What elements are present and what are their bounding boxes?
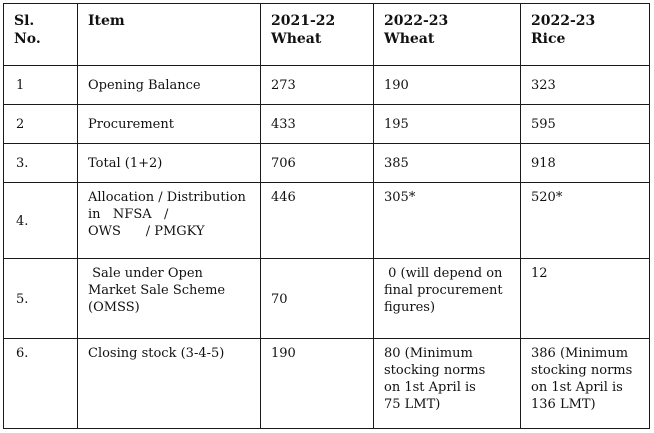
cell-2022-23-wheat: 305* [374, 183, 521, 259]
cell-sl: 1 [4, 66, 78, 105]
header-item: Item [78, 4, 261, 66]
cell-item: Closing stock (3-4-5) [78, 339, 261, 429]
cell-item: Sale under Open Market Sale Scheme (OMSS) [78, 259, 261, 339]
table-row [4, 183, 650, 259]
table-row [4, 105, 650, 144]
cell-2022-23-wheat: 195 [374, 105, 521, 144]
header-2022-23-rice: 2022-23 Rice [521, 4, 650, 66]
table-row [4, 259, 650, 339]
cell-item: Procurement [78, 105, 261, 144]
cell-item: Allocation / Distribution in NFSA / OWS / PMGKY [78, 183, 261, 259]
cell-item: Total (1+2) [78, 144, 261, 183]
cell-2021-22-wheat: 70 [261, 259, 374, 339]
table-header-row [4, 4, 650, 66]
header-sl-no: Sl. No. [4, 4, 78, 66]
cell-2022-23-wheat: 0 (will depend on final procurement figures) [374, 259, 521, 339]
cell-sl: 4. [4, 183, 78, 259]
cell-2021-22-wheat: 190 [261, 339, 374, 429]
cell-2022-23-rice: 595 [521, 105, 650, 144]
cell-2022-23-rice: 323 [521, 66, 650, 105]
cell-item: Opening Balance [78, 66, 261, 105]
cell-sl: 5. [4, 259, 78, 339]
header-2021-22-wheat: 2021-22 Wheat [261, 4, 374, 66]
table-row [4, 339, 650, 429]
cell-2022-23-wheat: 385 [374, 144, 521, 183]
header-2022-23-wheat: 2022-23 Wheat [374, 4, 521, 66]
cell-2022-23-rice: 12 [521, 259, 650, 339]
table-row [4, 66, 650, 105]
cell-2021-22-wheat: 706 [261, 144, 374, 183]
cell-sl: 6. [4, 339, 78, 429]
cell-2021-22-wheat: 273 [261, 66, 374, 105]
table-row [4, 144, 650, 183]
cell-sl: 3. [4, 144, 78, 183]
cell-2021-22-wheat: 446 [261, 183, 374, 259]
cell-2021-22-wheat: 433 [261, 105, 374, 144]
cell-2022-23-rice: 386 (Minimum stocking norms on 1st April is 136 LMT) [521, 339, 650, 429]
cell-sl: 2 [4, 105, 78, 144]
cell-2022-23-rice: 520* [521, 183, 650, 259]
cell-2022-23-wheat: 190 [374, 66, 521, 105]
cell-2022-23-wheat: 80 (Minimum stocking norms on 1st April is 75 LMT) [374, 339, 521, 429]
stock-table [3, 3, 650, 429]
cell-2022-23-rice: 918 [521, 144, 650, 183]
